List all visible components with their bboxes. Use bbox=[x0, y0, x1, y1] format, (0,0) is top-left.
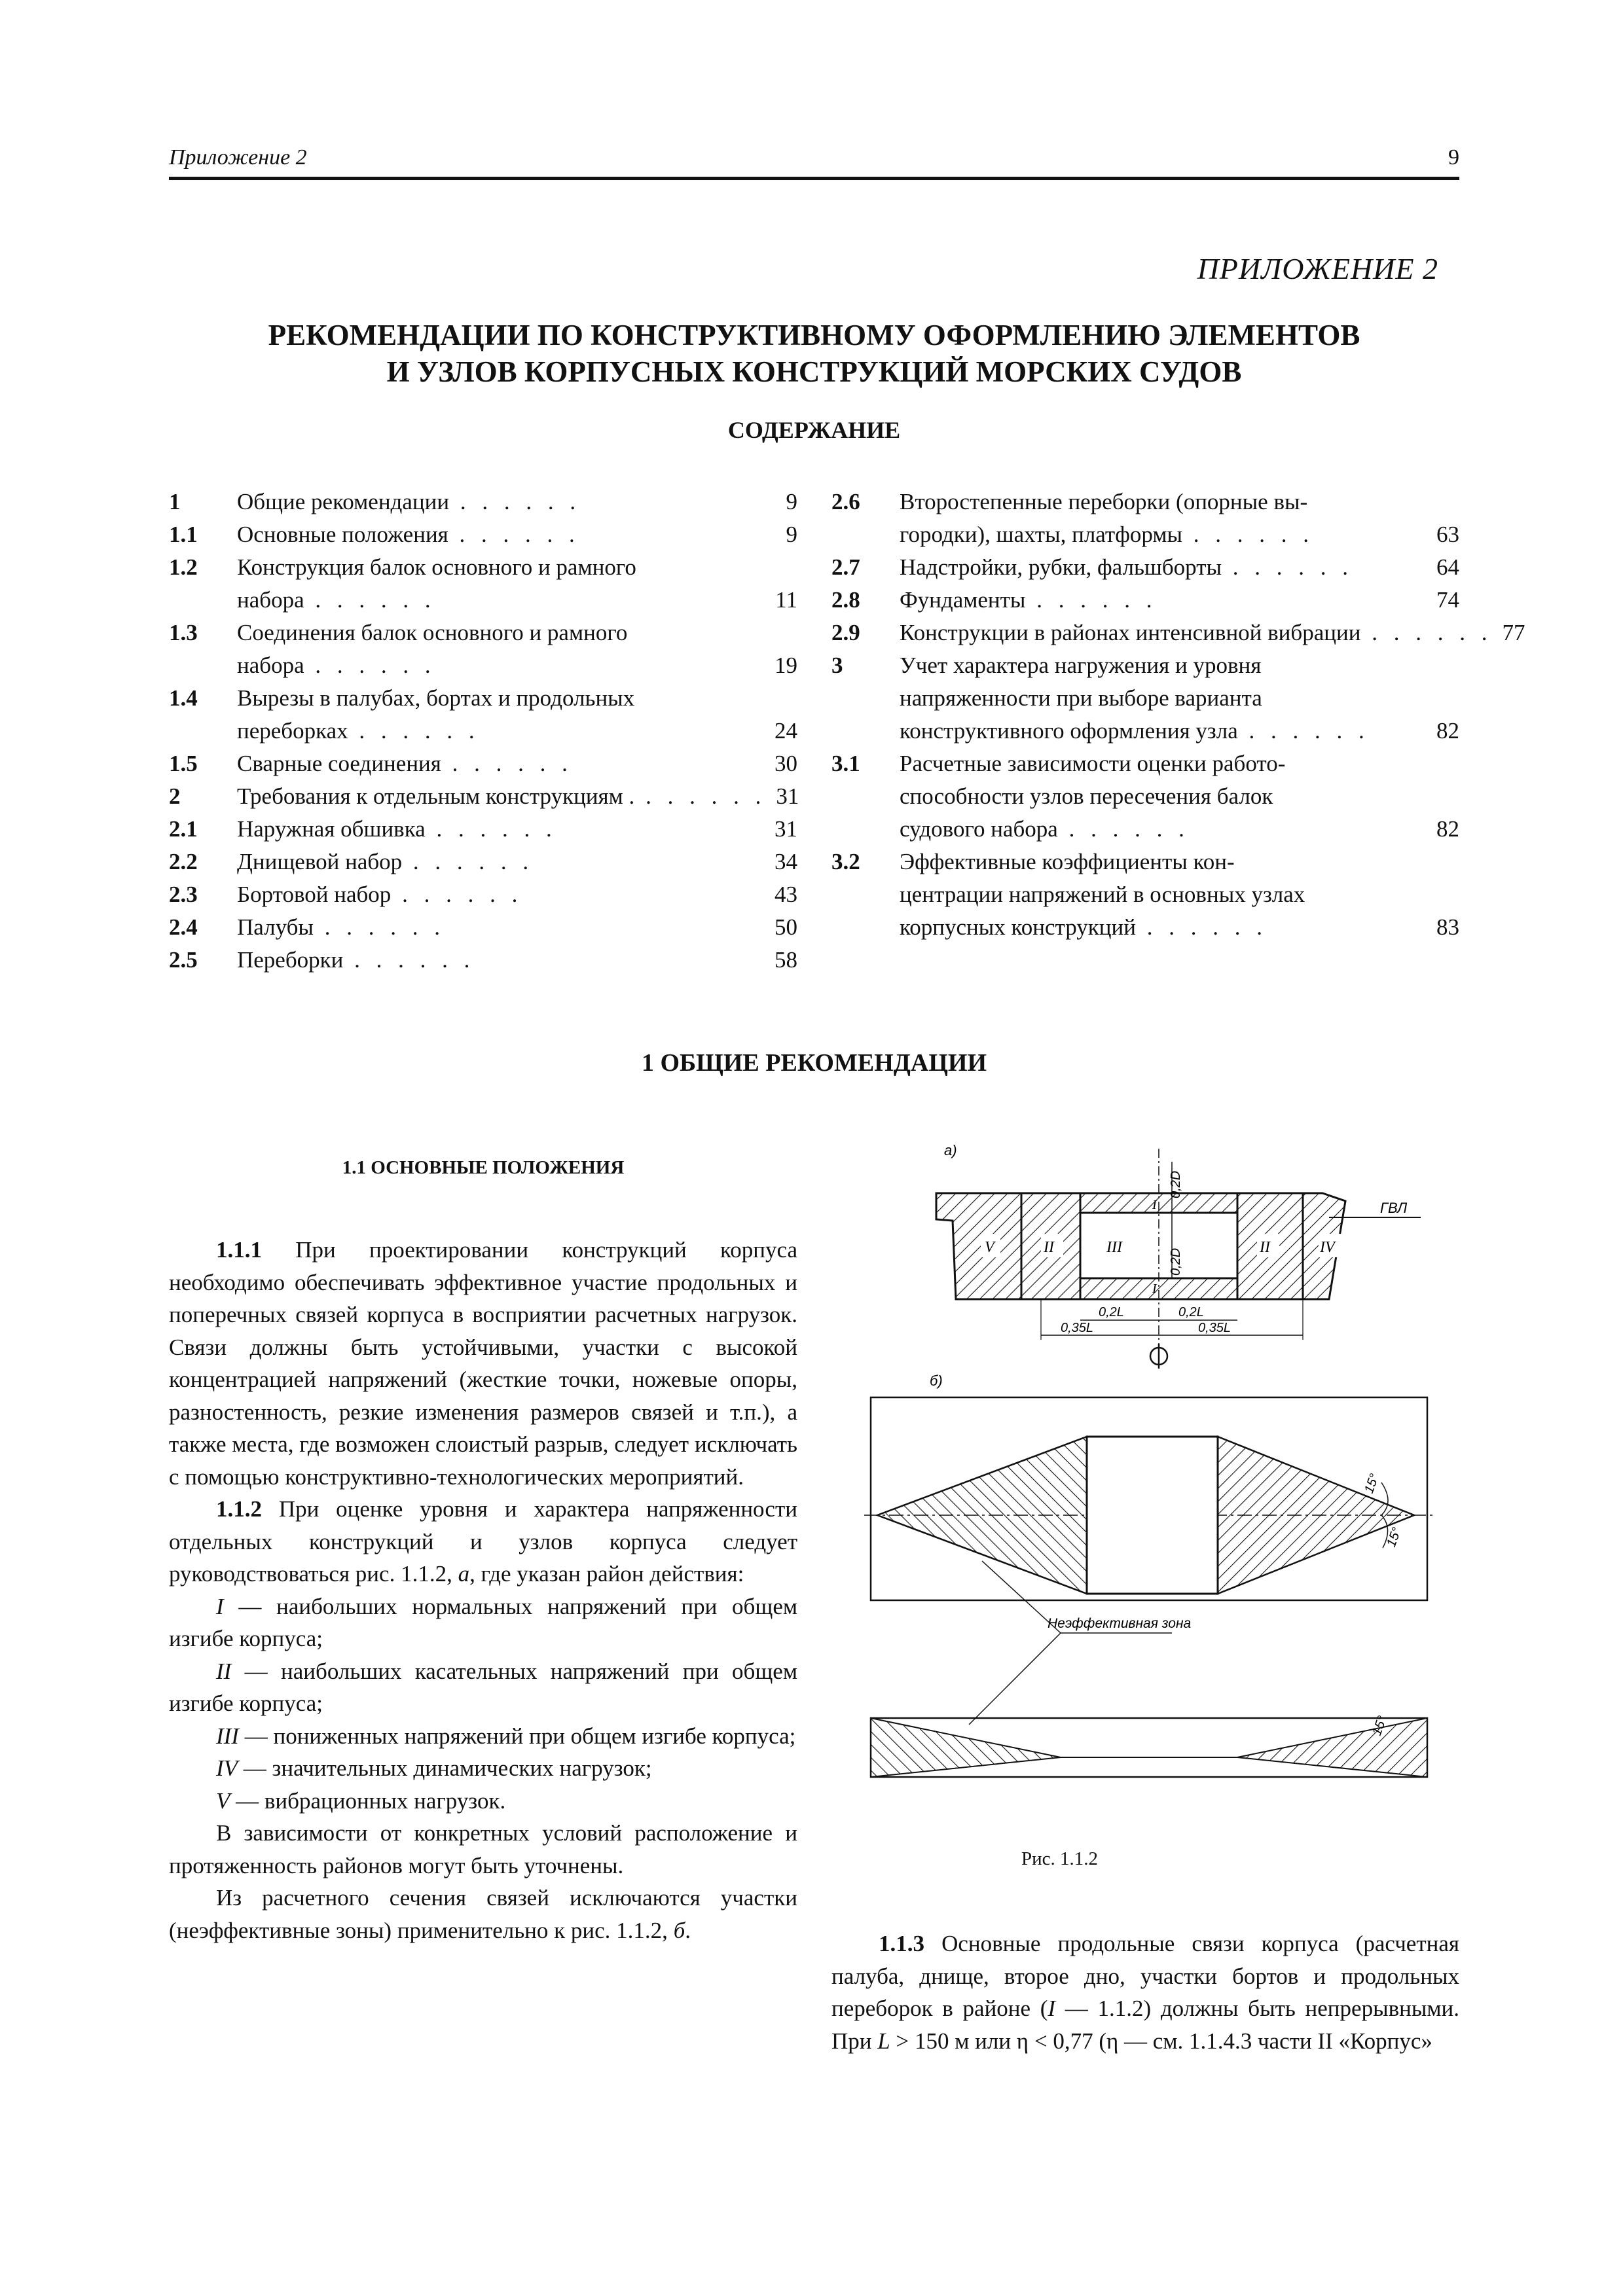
toc-leader-dots: . . . . . . bbox=[402, 849, 534, 874]
body-left-column bbox=[169, 1234, 797, 1946]
toc-entry-line bbox=[237, 944, 765, 977]
toc-entry-text: напряженности при выборе варианта bbox=[900, 685, 1262, 711]
toc-entry-number: 1.5 bbox=[169, 751, 198, 776]
toc-entry-number: 2 bbox=[169, 783, 181, 809]
zone-iv-label: IV bbox=[1320, 1239, 1335, 1256]
toc-entry-number: 2.7 bbox=[831, 554, 860, 580]
toc-entry[interactable] bbox=[169, 944, 797, 977]
title-line-2: И УЗЛОВ КОРПУСНЫХ КОНСТРУКЦИЙ МОРСКИХ СУДОВ bbox=[386, 355, 1242, 388]
toc-entry-line bbox=[900, 682, 1427, 715]
toc-entry-number: 1.2 bbox=[169, 554, 198, 580]
toc-entry-title bbox=[900, 617, 1492, 649]
toc-leader-dots: . . . . . . bbox=[441, 751, 573, 776]
toc-entry-text: Расчетные зависимости оценки работо- bbox=[900, 751, 1286, 776]
toc-entry-page: 9 bbox=[786, 522, 797, 547]
toc-leader-dots: . . . . . . bbox=[304, 653, 436, 678]
toc-entry-number: 3.2 bbox=[831, 849, 860, 874]
toc-entry-text: Конструкция балок основного и рамного bbox=[237, 554, 636, 580]
toc-entry[interactable] bbox=[831, 486, 1459, 551]
dim-0-2l-left: 0,2L bbox=[1099, 1305, 1124, 1319]
toc-entry-number: 2.1 bbox=[169, 816, 198, 842]
paragraph-text: , где указан район действия: bbox=[469, 1561, 744, 1587]
toc-title: СОДЕРЖАНИЕ bbox=[727, 417, 901, 443]
title-line-1: РЕКОМЕНДАЦИИ ПО КОНСТРУКТИВНОМУ ОФОРМЛЕНИЮ ЭЛЕМЕНТОВ bbox=[268, 319, 1360, 351]
toc-entry-page: 30 bbox=[775, 751, 797, 776]
toc-entry-page: 82 bbox=[1436, 816, 1459, 842]
toc-entry-number: 1.1 bbox=[169, 522, 198, 547]
appendix-label: ПРИЛОЖЕНИЕ 2 bbox=[1197, 252, 1438, 285]
toc-entry-text: набора bbox=[237, 587, 304, 613]
toc-entry-number: 3.1 bbox=[831, 751, 860, 776]
toc-entry-page: 34 bbox=[775, 849, 797, 874]
toc-entry-title bbox=[237, 878, 765, 911]
toc-leader-dots: . . . . . . bbox=[1222, 554, 1354, 580]
toc-leader-dots: . . . . . . bbox=[313, 914, 445, 940]
toc-leader-dots: . . . . . . bbox=[1237, 718, 1370, 744]
toc-entry-line bbox=[237, 747, 765, 780]
running-header-title: Приложение 2 bbox=[169, 145, 307, 170]
marker-i-top: I bbox=[1152, 1198, 1157, 1212]
toc-entry-line bbox=[237, 584, 765, 617]
list-item-text: — наибольших нормальных напряжений при общем изгибе корпуса; bbox=[169, 1593, 797, 1651]
toc-entry-text: конструктивного оформления узла bbox=[900, 718, 1238, 744]
toc-entry-text: Переборки bbox=[237, 947, 344, 973]
dim-0-35l-right: 0,35L bbox=[1198, 1321, 1231, 1335]
toc-entry-title bbox=[237, 617, 765, 682]
figure-caption: Рис. 1.1.2 bbox=[1021, 1848, 1099, 1869]
zone-ii-label-right: II bbox=[1260, 1239, 1270, 1256]
toc-entry-title bbox=[900, 584, 1427, 617]
toc-entry-text: Общие рекомендации bbox=[237, 489, 450, 514]
toc-leader-dots: . . . . . . bbox=[1025, 587, 1158, 613]
clause-number: 1.1.1 bbox=[216, 1237, 262, 1263]
page-number: 9 bbox=[1448, 145, 1459, 170]
list-item-text: — значительных динамических нагрузок; bbox=[238, 1755, 652, 1781]
toc-entry-page: 19 bbox=[775, 653, 797, 678]
toc-leader-dots: . . . . . . bbox=[1057, 816, 1190, 842]
toc-entry-page: 24 bbox=[775, 718, 797, 744]
toc-entry-text: способности узлов пересечения балок bbox=[900, 783, 1273, 809]
paragraph-1-1-3 bbox=[831, 1928, 1459, 2057]
toc-entry-title bbox=[237, 780, 766, 813]
paragraph-text: При проектировании конструкций корпуса необходимо обеспечивать эффективное участие продольных и поперечных связей корпуса в восприятии расчетных нагрузок. Связи должны быть устойчивыми, участки с высокой концентрацией напряжений (жесткие точки, ножевые опоры, разностенность, резкие изменения размеров связей и т.п.), а также места, где возможен слоистый разрыв, следует исключать с помощью конструктивно-технологических мероприятий. bbox=[169, 1237, 798, 1490]
list-item-text: — пониженных напряжений при общем изгибе корпуса; bbox=[238, 1723, 796, 1749]
toc-entry-title bbox=[900, 551, 1427, 584]
clause-number: 1.1.2 bbox=[216, 1496, 262, 1522]
toc-entry-page: 50 bbox=[775, 914, 797, 940]
toc-entry[interactable] bbox=[169, 682, 797, 747]
zone-iii-label: III bbox=[1106, 1239, 1122, 1256]
list-item-iii bbox=[169, 1720, 797, 1753]
toc-entry-line bbox=[237, 617, 765, 649]
toc-entry-number: 2.6 bbox=[831, 489, 860, 514]
toc-entry[interactable] bbox=[169, 551, 797, 617]
paragraph-text: Основные продольные связи корпуса (расчетная палуба, днище, второе дно, участки бортов и продольных переборок в районе ( bbox=[831, 1931, 1460, 2021]
toc-entry-text: Надстройки, рубки, фальшборты bbox=[900, 554, 1222, 580]
figure-ref-letter: б bbox=[673, 1917, 685, 1943]
toc-entry-title bbox=[237, 747, 765, 780]
zone-v-label: V bbox=[985, 1239, 994, 1256]
toc-entry-line bbox=[900, 878, 1427, 911]
toc-entry-text: набора bbox=[237, 653, 304, 678]
zone-ii-label-left: II bbox=[1044, 1239, 1054, 1256]
toc-entry[interactable] bbox=[169, 878, 797, 911]
toc-entry-title bbox=[900, 649, 1427, 747]
toc-entry-line bbox=[237, 551, 765, 584]
toc-entry[interactable] bbox=[169, 486, 797, 518]
toc-leader-dots: . . . . . . bbox=[304, 587, 436, 613]
toc-entry-page: 64 bbox=[1436, 554, 1459, 580]
roman-numeral: II bbox=[216, 1658, 232, 1684]
toc-entry-line bbox=[900, 780, 1427, 813]
toc-entry[interactable] bbox=[831, 747, 1459, 846]
paragraph-conditions: В зависимости от конкретных условий расположение и протяженность районов могут быть уточнены. bbox=[169, 1820, 797, 1878]
toc-entry[interactable] bbox=[831, 551, 1459, 584]
toc-entry-number: 2.8 bbox=[831, 587, 860, 613]
toc-entry-page: 77 bbox=[1502, 620, 1525, 645]
header-rule bbox=[169, 177, 1459, 180]
toc-entry-title bbox=[237, 682, 765, 747]
toc-entry-line bbox=[237, 682, 765, 715]
toc-entry-text: Эффективные коэффициенты кон- bbox=[900, 849, 1235, 874]
paragraph-text: > 150 м или η < 0,77 (η — см. 1.1.4.3 части II «Корпус» bbox=[890, 2028, 1432, 2054]
list-item-v bbox=[169, 1785, 797, 1818]
toc-entry-text: Конструкции в районах интенсивной вибрации bbox=[900, 620, 1361, 645]
toc-entry-line bbox=[237, 486, 765, 518]
toc-entry-title bbox=[237, 518, 765, 551]
toc-entry-title bbox=[237, 944, 765, 977]
toc-entry-line bbox=[237, 813, 765, 846]
toc-entry-page: 58 bbox=[775, 947, 797, 973]
toc-entry-page: 63 bbox=[1436, 522, 1459, 547]
toc-entry-page: 31 bbox=[776, 783, 799, 809]
toc-entry-line bbox=[900, 551, 1427, 584]
toc-entry[interactable] bbox=[169, 780, 797, 813]
roman-numeral: I bbox=[1048, 1996, 1056, 2021]
toc-entry-text: Учет характера нагружения и уровня bbox=[900, 653, 1262, 678]
toc-entry-line bbox=[900, 518, 1427, 551]
toc-entry-text: судового набора bbox=[900, 816, 1058, 842]
toc-entry-title bbox=[237, 486, 765, 518]
toc-entry[interactable] bbox=[169, 911, 797, 944]
paragraph-1-1-1 bbox=[169, 1234, 797, 1493]
toc-entry-line bbox=[237, 715, 765, 747]
paragraph-1-1-2 bbox=[169, 1493, 797, 1590]
toc-entry-text: Наружная обшивка bbox=[237, 816, 426, 842]
toc-entry[interactable] bbox=[831, 584, 1459, 617]
toc-entry-text: Соединения балок основного и рамного bbox=[237, 620, 628, 645]
toc-leader-dots: . . . . . . bbox=[634, 783, 767, 809]
toc-leader-dots: . . . . . . bbox=[343, 947, 475, 973]
toc-leader-dots: . . . . . . bbox=[1182, 522, 1315, 547]
toc-entry-line bbox=[900, 747, 1427, 780]
toc-entry-line bbox=[237, 518, 765, 551]
toc-entry-line bbox=[237, 911, 765, 944]
toc-entry[interactable] bbox=[831, 649, 1459, 747]
toc-entry-line bbox=[900, 911, 1427, 944]
paragraph-ineffective bbox=[169, 1882, 797, 1946]
toc-entry-title bbox=[900, 747, 1427, 846]
toc-entry-number: 2.9 bbox=[831, 620, 860, 645]
toc-leader-dots: . . . . . . bbox=[391, 882, 523, 907]
list-item-ii bbox=[169, 1655, 797, 1720]
toc-entry-number: 1.4 bbox=[169, 685, 198, 711]
body-right-column bbox=[831, 1928, 1459, 2057]
length-symbol: L bbox=[877, 2028, 890, 2054]
toc-entry-number: 1.3 bbox=[169, 620, 198, 645]
toc-entry-line bbox=[237, 846, 765, 878]
paragraph-text: Из расчетного сечения связей исключаются участки (неэффективные зоны) применительно к рис. 1.1.2, bbox=[169, 1885, 797, 1943]
list-item-i bbox=[169, 1590, 797, 1655]
paragraph-text: — 1.1.2) должны быть непрерывными. При bbox=[831, 1996, 1459, 2054]
toc-entry-text: Фундаменты bbox=[900, 587, 1026, 613]
toc-entry[interactable] bbox=[169, 846, 797, 878]
toc-leader-dots: . . . . . . bbox=[1360, 620, 1493, 645]
toc-leader-dots: . . . . . . bbox=[448, 522, 580, 547]
toc-leader-dots: . . . . . . bbox=[1135, 914, 1267, 940]
cross-section-diagram bbox=[936, 1149, 1421, 1369]
toc-leader-dots: . . . . . . bbox=[449, 489, 581, 514]
toc-entry-line bbox=[900, 584, 1427, 617]
toc-entry-number: 2.2 bbox=[169, 849, 198, 874]
toc-entry-number: 2.3 bbox=[169, 882, 198, 907]
toc-entry-text: Бортовой набор bbox=[237, 882, 392, 907]
toc-entry-text: переборках bbox=[237, 718, 348, 744]
toc-left-column bbox=[169, 486, 797, 977]
toc-entry-line bbox=[900, 846, 1427, 878]
roman-numeral: I bbox=[216, 1593, 224, 1619]
roman-numeral: V bbox=[216, 1787, 230, 1814]
toc-entry-number: 3 bbox=[831, 653, 843, 678]
toc-entry-text: городки), шахты, платформы bbox=[900, 522, 1183, 547]
section-title: 1 ОБЩИЕ РЕКОМЕНДАЦИИ bbox=[641, 1049, 987, 1077]
waterline-label: ГВЛ bbox=[1380, 1200, 1408, 1216]
toc-entry-page: 82 bbox=[1436, 718, 1459, 744]
dim-0-2l-right: 0,2L bbox=[1178, 1305, 1204, 1319]
dim-0-2d-top: 0,2D bbox=[1169, 1170, 1183, 1198]
toc-entry-line bbox=[237, 878, 765, 911]
toc-entry-title bbox=[900, 486, 1427, 551]
toc-entry-text: Днищевой набор bbox=[237, 849, 403, 874]
toc-entry-number: 2.4 bbox=[169, 914, 198, 940]
paragraph-text: При оценке уровня и характера напряженности отдельных конструкций и узлов корпуса следует руководствоваться рис. 1.1.2, bbox=[169, 1496, 797, 1587]
clause-number: 1.1.3 bbox=[879, 1931, 924, 1956]
opening-plan-diagram bbox=[864, 1397, 1434, 1777]
paragraph-text: . bbox=[685, 1917, 691, 1943]
toc-entry-number: 1 bbox=[169, 489, 181, 514]
figure-label-a: а) bbox=[944, 1142, 957, 1158]
list-item-iv bbox=[169, 1752, 797, 1785]
toc-leader-dots: . . . . . . bbox=[425, 816, 557, 842]
ineffective-zone-label: Неэффективная зона bbox=[1048, 1616, 1192, 1631]
toc-entry-page: 43 bbox=[775, 882, 797, 907]
toc-entry[interactable] bbox=[831, 617, 1525, 649]
toc-entry-page: 11 bbox=[775, 587, 797, 613]
toc-entry-page: 83 bbox=[1436, 914, 1459, 940]
angle-label-lower: 15° bbox=[1384, 1525, 1405, 1549]
roman-numeral: IV bbox=[216, 1755, 238, 1781]
figure-1-1-2 bbox=[845, 1136, 1460, 1829]
toc-entry-title bbox=[237, 846, 765, 878]
list-item-text: — наибольших касательных напряжений при общем изгибе корпуса; bbox=[169, 1658, 797, 1716]
toc-right-column bbox=[831, 486, 1525, 944]
toc-entry-line bbox=[900, 617, 1492, 649]
toc-entry-line bbox=[900, 715, 1427, 747]
toc-entry-page: 9 bbox=[786, 489, 797, 514]
angle-label-bar: 15° bbox=[1370, 1713, 1391, 1738]
roman-numeral: III bbox=[216, 1723, 239, 1749]
toc-entry-line bbox=[237, 649, 765, 682]
angle-label-upper: 15° bbox=[1362, 1471, 1383, 1496]
figure-label-b: б) bbox=[930, 1372, 943, 1389]
toc-entry[interactable] bbox=[169, 747, 797, 780]
toc-entry[interactable] bbox=[169, 518, 797, 551]
toc-entry-text: корпусных конструкций bbox=[900, 914, 1136, 940]
list-item-text: — вибрационных нагрузок. bbox=[230, 1787, 506, 1814]
toc-entry-text: Второстепенные переборки (опорные вы- bbox=[900, 489, 1308, 514]
toc-entry-line bbox=[900, 649, 1427, 682]
toc-entry-text: центрации напряжений в основных узлах bbox=[900, 882, 1305, 907]
toc-entry-number: 2.5 bbox=[169, 947, 198, 973]
toc-entry-title bbox=[900, 846, 1427, 944]
toc-entry-text: Палубы bbox=[237, 914, 314, 940]
subsection-title: 1.1 ОСНОВНЫЕ ПОЛОЖЕНИЯ bbox=[342, 1157, 625, 1178]
toc-entry[interactable] bbox=[169, 813, 797, 846]
marker-i-bottom: I bbox=[1152, 1282, 1157, 1296]
toc-entry-line bbox=[900, 813, 1427, 846]
toc-entry-title bbox=[237, 911, 765, 944]
toc-entry-page: 31 bbox=[775, 816, 797, 842]
toc-entry-text: Вырезы в палубах, бортах и продольных bbox=[237, 685, 635, 711]
toc-entry-text: Основные положения bbox=[237, 522, 448, 547]
toc-leader-dots: . . . . . . bbox=[348, 718, 480, 744]
toc-entry-line bbox=[237, 780, 766, 813]
figure-ref-letter: а bbox=[458, 1561, 470, 1587]
toc-entry-text: Сварные соединения bbox=[237, 751, 441, 776]
toc-entry-title bbox=[237, 551, 765, 617]
toc-entry[interactable] bbox=[169, 617, 797, 682]
toc-entry-title bbox=[237, 813, 765, 846]
document-title bbox=[169, 317, 1459, 390]
toc-entry-text: Требования к отдельным конструкциям . bbox=[237, 783, 635, 809]
dim-0-2d-mid: 0,2D bbox=[1169, 1247, 1183, 1276]
toc-entry[interactable] bbox=[831, 846, 1459, 944]
dim-0-35l-left: 0,35L bbox=[1061, 1321, 1094, 1335]
toc-entry-line bbox=[900, 486, 1427, 518]
toc-entry-page: 74 bbox=[1436, 587, 1459, 613]
